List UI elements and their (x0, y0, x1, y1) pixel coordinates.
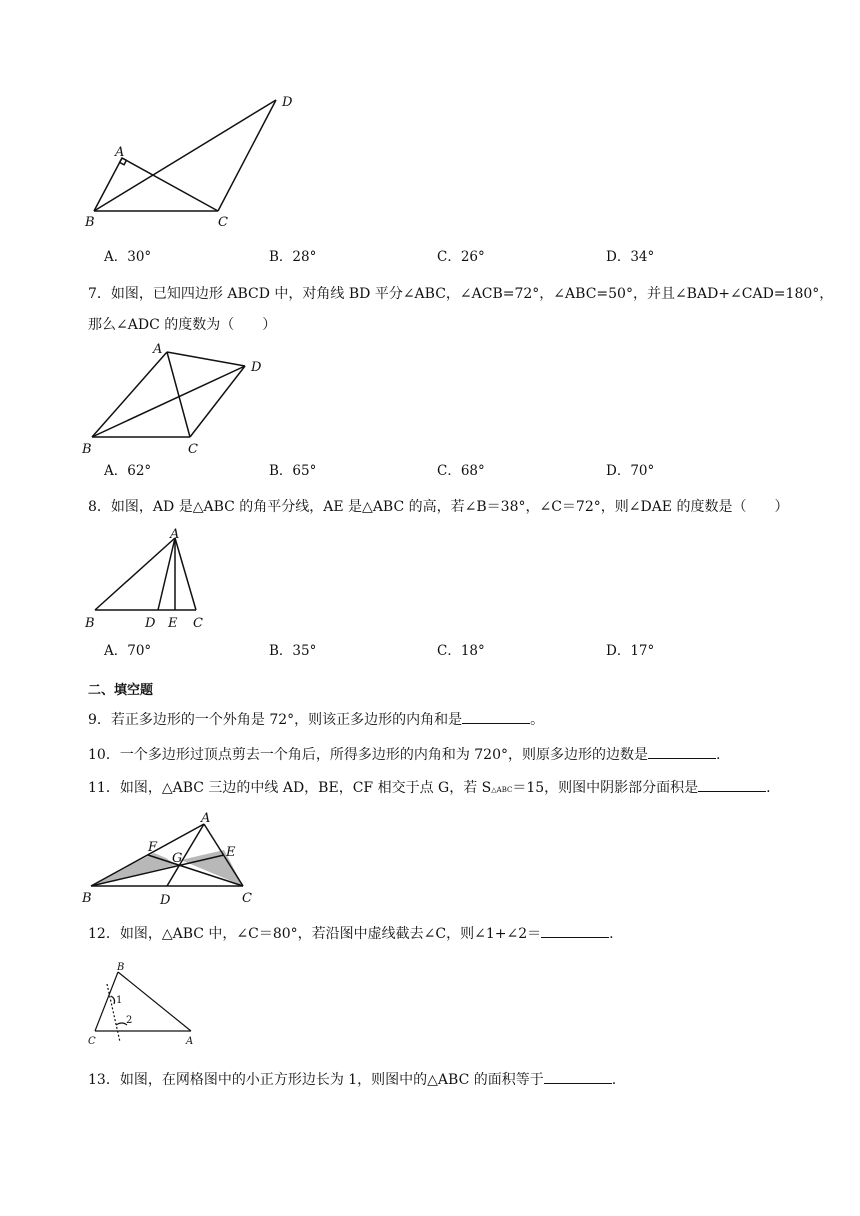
figure-q12 (80, 955, 210, 1050)
q7-text-line2: 那么∠ADC 的度数为（ ） (88, 317, 277, 333)
q9-tail: 。 (530, 712, 545, 728)
q10-answer-blank (648, 746, 716, 759)
q13-question: 13．如图，在网格图中的小正方形边长为 1，则图中的△ABC 的面积等于 (88, 1072, 544, 1088)
q7-option-b: B．65° (269, 463, 317, 479)
label-C: C (188, 442, 198, 457)
label-E: E (226, 845, 236, 860)
q11-answer-blank (698, 779, 766, 792)
q9-text (88, 711, 544, 729)
q11-tail: . (766, 780, 771, 796)
q7-option-a: A．62° (104, 463, 152, 479)
label-angle-2: 2 (126, 1015, 133, 1026)
label-A: A (153, 342, 163, 357)
label-D: D (251, 360, 262, 375)
q13-answer-blank (544, 1071, 612, 1084)
label-D: D (145, 616, 156, 631)
label-B: B (85, 616, 95, 631)
q10-text (88, 746, 720, 764)
label-F: F (148, 840, 158, 855)
q11-question-a: 11．如图，△ABC 三边的中线 AD，BE，CF 相交于点 G，若 S (88, 780, 492, 796)
label-B: B (82, 442, 92, 457)
label-A: A (115, 145, 125, 160)
label-B: B (85, 215, 95, 230)
q6-option-d: D．34° (606, 249, 655, 265)
figure-q7 (78, 338, 278, 458)
q11-text (88, 779, 771, 799)
q6-option-b: B．28° (269, 249, 317, 265)
label-A: A (170, 527, 180, 542)
q8-option-b: B．35° (269, 643, 317, 659)
label-G: G (172, 851, 183, 866)
label-D: D (160, 893, 171, 908)
q6-option-a: A．30° (104, 249, 152, 265)
label-E: E (168, 616, 178, 631)
label-C: C (218, 215, 228, 230)
label-D: D (282, 95, 293, 110)
q7-option-d: D．70° (606, 463, 655, 479)
label-B: B (82, 891, 92, 906)
q10-tail: . (715, 747, 721, 763)
q9-answer-blank (462, 711, 530, 724)
q8-text: 8．如图，AD 是△ABC 的角平分线，AE 是△ABC 的高，若∠B＝38°，∠C＝72°，则∠DAE 的度数是（ ） (88, 499, 789, 515)
q8-option-a: A．70° (104, 643, 152, 659)
q10-question: 10．一个多边形过顶点剪去一个角后，所得多边形的内角和为 720°，则原多边形的边数是 (88, 747, 648, 763)
section-heading-fill-in: 二、填空题 (88, 683, 154, 698)
q7-text-line1: 7．如图，已知四边形 ABCD 中，对角线 BD 平分∠ABC，∠ACB=72°，∠ABC=50°，并且∠BAD+∠CAD=180°， (88, 286, 834, 302)
label-A: A (201, 811, 211, 826)
q12-tail: . (609, 926, 614, 942)
q8-option-d: D．17° (606, 643, 655, 659)
label-C: C (242, 891, 252, 906)
q12-answer-blank (541, 925, 609, 938)
label-A: A (186, 1036, 194, 1047)
q13-text (88, 1071, 616, 1089)
figure-q6 (80, 88, 310, 233)
q11-subscript: △ABC (491, 786, 513, 794)
label-B: B (117, 962, 125, 973)
label-angle-1: 1 (116, 995, 123, 1006)
figure-q11 (78, 806, 258, 908)
label-C: C (88, 1036, 96, 1047)
q7-option-c: C．68° (437, 463, 485, 479)
label-C: C (193, 616, 203, 631)
q13-tail: . (611, 1072, 617, 1088)
q11-question-b: ＝15，则图中阴影部分面积是 (512, 780, 699, 796)
q9-question: 9．若正多边形的一个外角是 72°，则该正多边形的内角和是 (88, 712, 463, 728)
q8-option-c: C．18° (437, 643, 485, 659)
q12-question: 12．如图，△ABC 中，∠C＝80°，若沿图中虚线截去∠C，则∠1+∠2＝ (88, 926, 542, 942)
figure-q8 (78, 522, 218, 634)
q6-option-c: C．26° (437, 249, 485, 265)
q12-text (88, 925, 614, 943)
